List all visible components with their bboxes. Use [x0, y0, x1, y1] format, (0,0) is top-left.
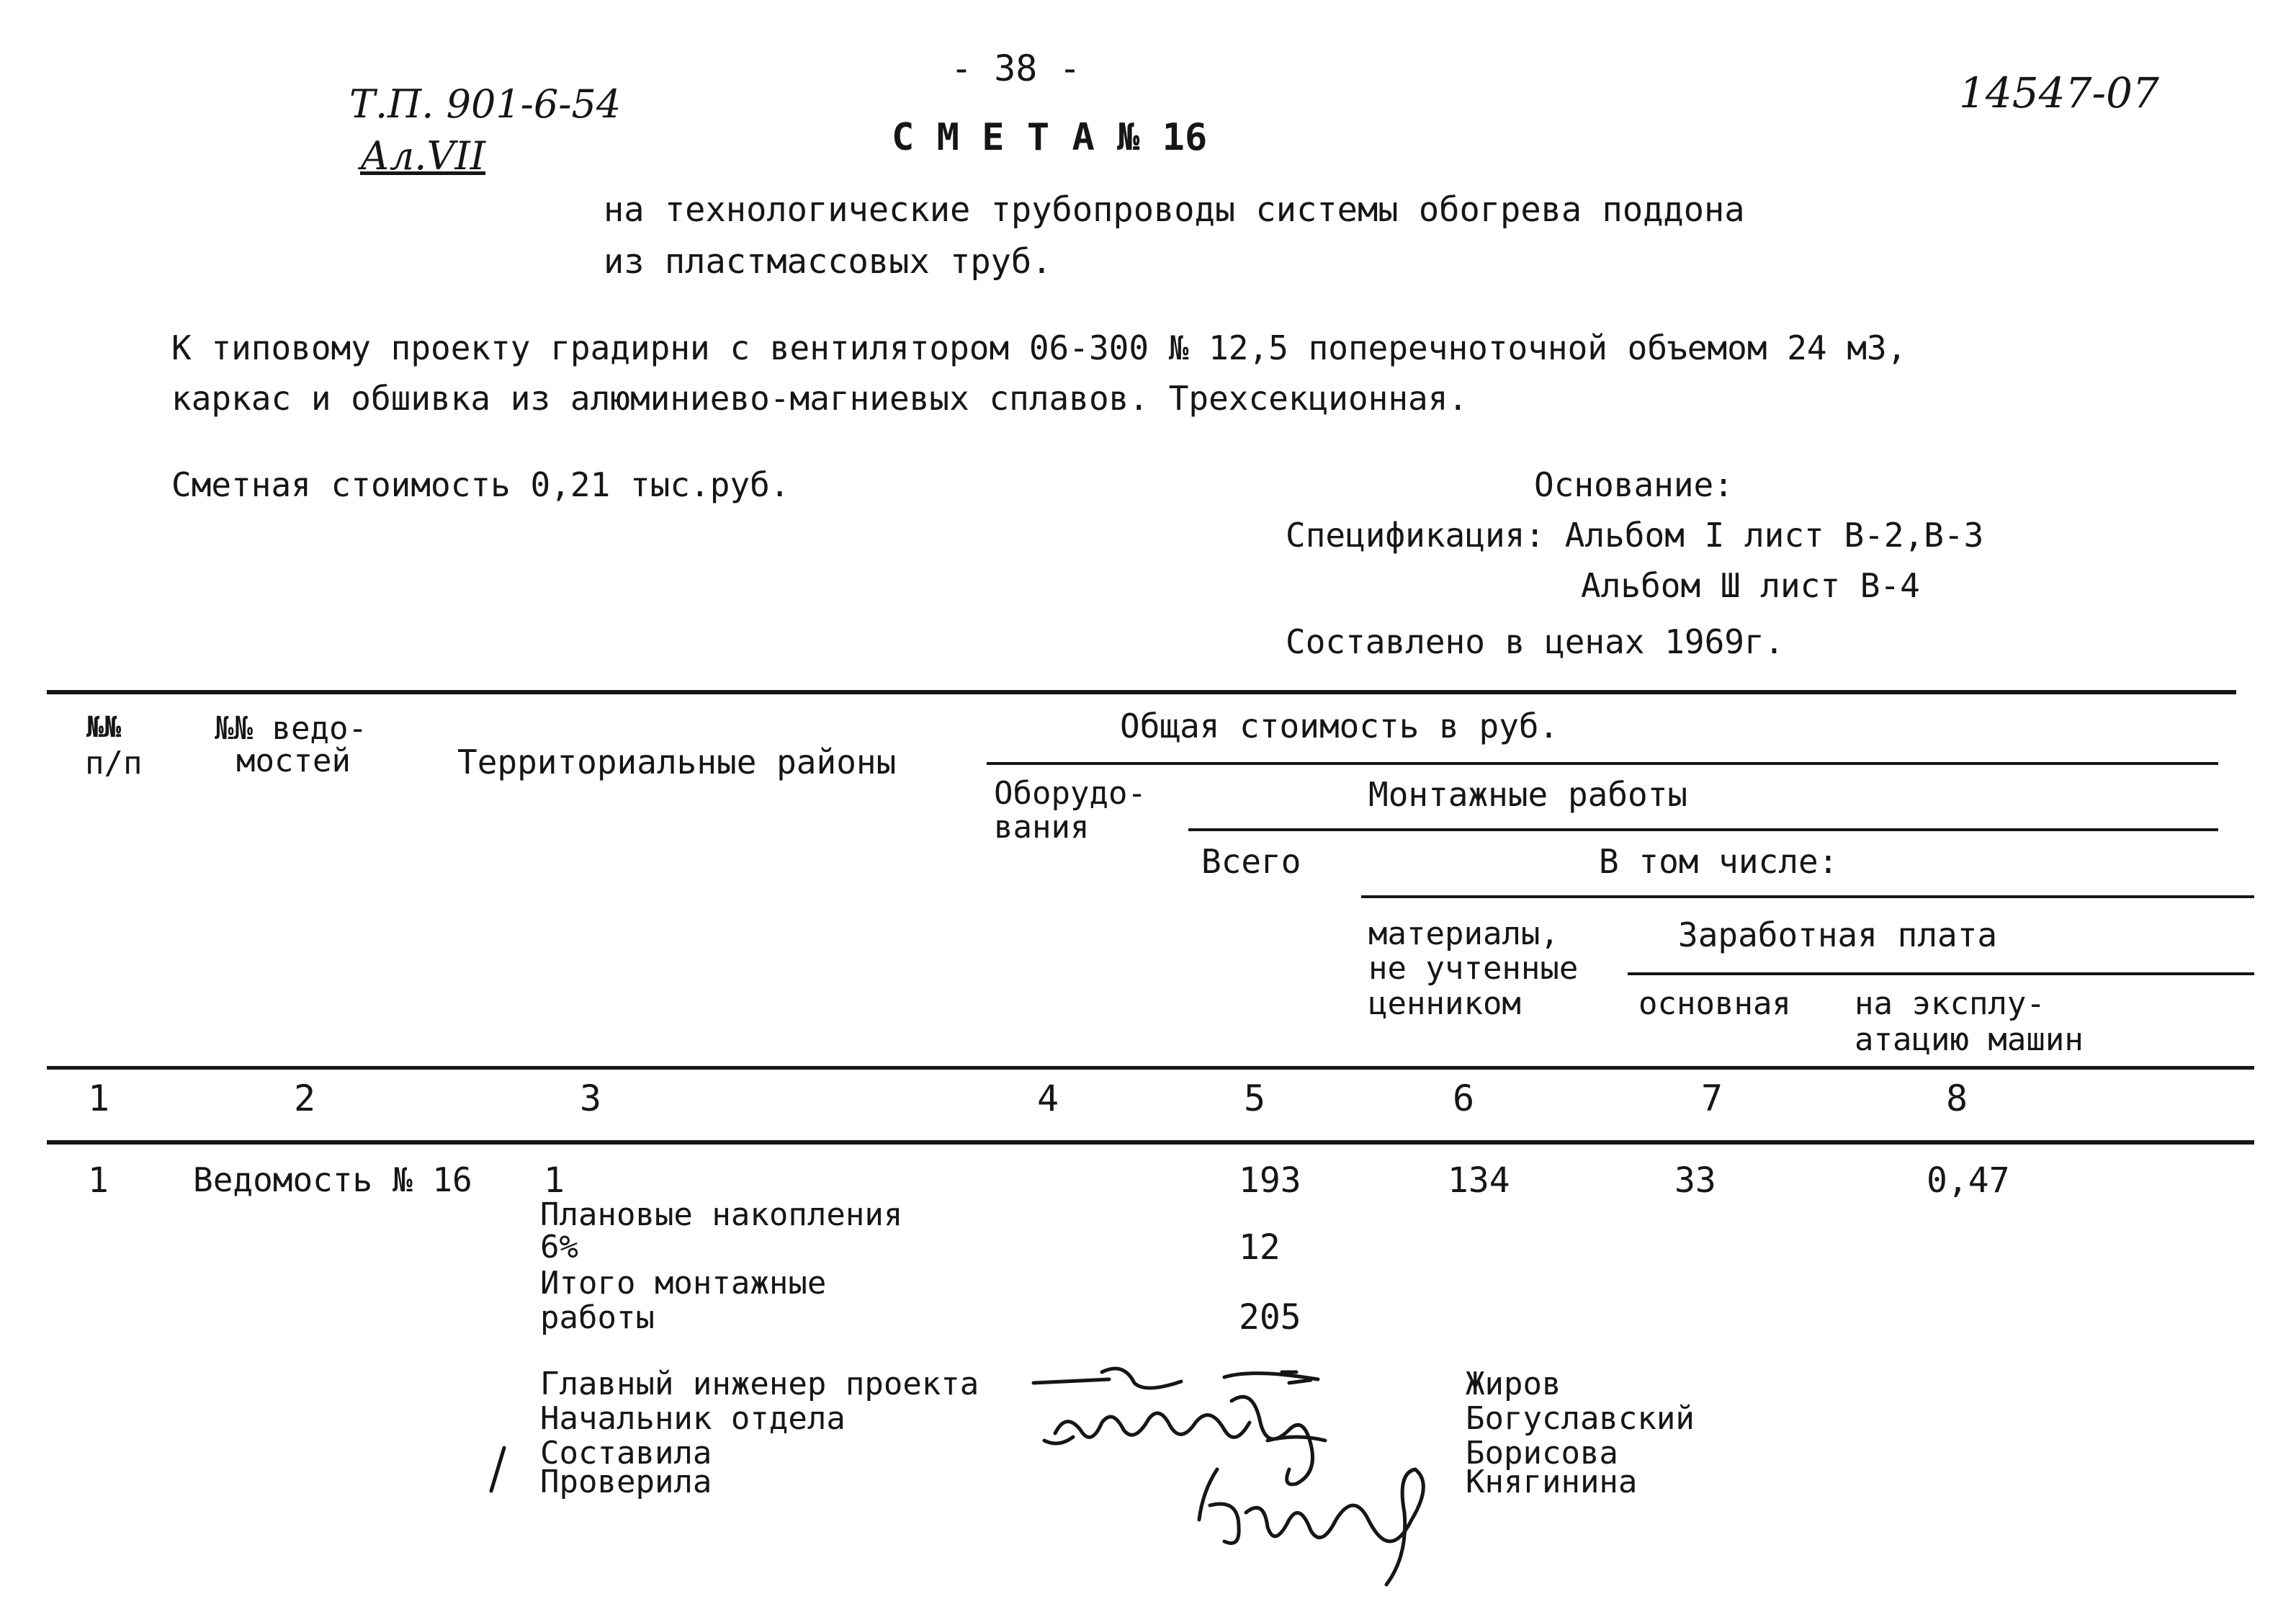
- column-number: 5: [1244, 1078, 1266, 1119]
- estimate-heading: С М Е Т А № 16: [892, 116, 1208, 159]
- header-equipment-line2: вания: [994, 809, 1090, 846]
- row-total: 12: [1239, 1227, 1281, 1268]
- header-total: Всего: [1201, 842, 1301, 881]
- column-number: 4: [1037, 1078, 1059, 1119]
- header-num-line1: №№: [86, 711, 122, 744]
- column-number: 6: [1453, 1078, 1475, 1119]
- signature-name: Богуславский: [1466, 1400, 1695, 1437]
- row-number: 1: [88, 1160, 109, 1201]
- signature-role: Составила: [540, 1435, 712, 1472]
- column-number: 3: [580, 1078, 602, 1119]
- row-wages-basic: 33: [1674, 1160, 1716, 1201]
- signature-name: Борисова: [1466, 1435, 1618, 1472]
- row-label-line2: 6%: [540, 1229, 578, 1266]
- header-materials-line2: не учтенные: [1368, 950, 1579, 987]
- inventory-number: 14547-07: [1959, 68, 2159, 117]
- estimate-subject-line2: из пластмассовых труб.: [604, 242, 1052, 282]
- signature-name: Жиров: [1466, 1366, 1561, 1402]
- estimated-cost: Сметная стоимость 0,21 тыс.руб.: [171, 465, 790, 504]
- signature-stroke: [1033, 1369, 1318, 1388]
- estimate-subject-line1: на технологические трубопроводы системы обогрева поддона: [604, 190, 1745, 230]
- document-code: Т.П. 901-6-54: [349, 81, 622, 127]
- column-number: 1: [88, 1078, 110, 1119]
- row-label-line1: Итого монтажные: [540, 1265, 827, 1302]
- header-equipment-line1: Оборудо-: [994, 775, 1147, 812]
- project-description-line2: каркас и обшивка из алюминиево-магниевых сплавов. Трехсекционная.: [171, 379, 1468, 418]
- column-number: 2: [294, 1078, 316, 1119]
- signature-role: Начальник отдела: [540, 1400, 846, 1437]
- header-wages: Заработная плата: [1678, 915, 1998, 954]
- row-statement: Ведомость № 16: [193, 1160, 472, 1199]
- signature-stroke: [1199, 1469, 1423, 1585]
- row-label-line2: работы: [540, 1299, 655, 1336]
- header-statements-line1: №№ ведо-: [215, 710, 367, 747]
- signature-stroke: [1044, 1413, 1250, 1443]
- project-description-line1: К типовому проекту градирни с вентилятором 06-300 № 12,5 поперечноточной объемом 24 м3,: [171, 328, 1907, 367]
- album-reference: Ал.VII: [360, 133, 486, 179]
- page-number: - 38 -: [951, 48, 1081, 89]
- header-total-cost: Общая стоимость в руб.: [1120, 707, 1559, 745]
- header-statements-line2: мостей: [236, 743, 351, 779]
- header-wages-machines-line1: на эксплу-: [1855, 985, 2045, 1022]
- basis-spec-line2: Альбом Ш лист В-4: [1581, 566, 1920, 605]
- row-total: 193: [1239, 1160, 1301, 1201]
- basis-title: Основание:: [1534, 465, 1734, 504]
- header-including: В том числе:: [1599, 842, 1839, 881]
- header-installation: Монтажные работы: [1368, 775, 1688, 814]
- row-wages-machines: 0,47: [1927, 1160, 2010, 1201]
- row-total: 205: [1239, 1297, 1301, 1338]
- signature-role: Проверила: [540, 1464, 712, 1500]
- row-region: 1: [544, 1160, 565, 1201]
- row-label-line1: Плановые накопления: [540, 1196, 903, 1233]
- signature-role: Главный инженер проекта: [540, 1366, 979, 1402]
- signature-stroke: [1232, 1397, 1325, 1484]
- basis-spec-line1: Спецификация: Альбом I лист В-2,В-3: [1286, 516, 1984, 555]
- column-number: 7: [1701, 1078, 1723, 1119]
- signature-stroke: [491, 1448, 504, 1491]
- header-wages-machines-line2: атацию машин: [1855, 1021, 2084, 1058]
- signature-name: Княгинина: [1466, 1464, 1638, 1500]
- row-materials: 134: [1448, 1160, 1510, 1201]
- column-number: 8: [1946, 1078, 1968, 1119]
- header-regions: Территориальные районы: [457, 743, 897, 781]
- header-materials-line3: ценником: [1368, 985, 1521, 1022]
- header-wages-basic: основная: [1638, 985, 1791, 1022]
- header-num-line2: п/п: [85, 745, 143, 781]
- price-basis: Составлено в ценах 1969г.: [1286, 622, 1785, 661]
- header-materials-line1: материалы,: [1368, 915, 1559, 952]
